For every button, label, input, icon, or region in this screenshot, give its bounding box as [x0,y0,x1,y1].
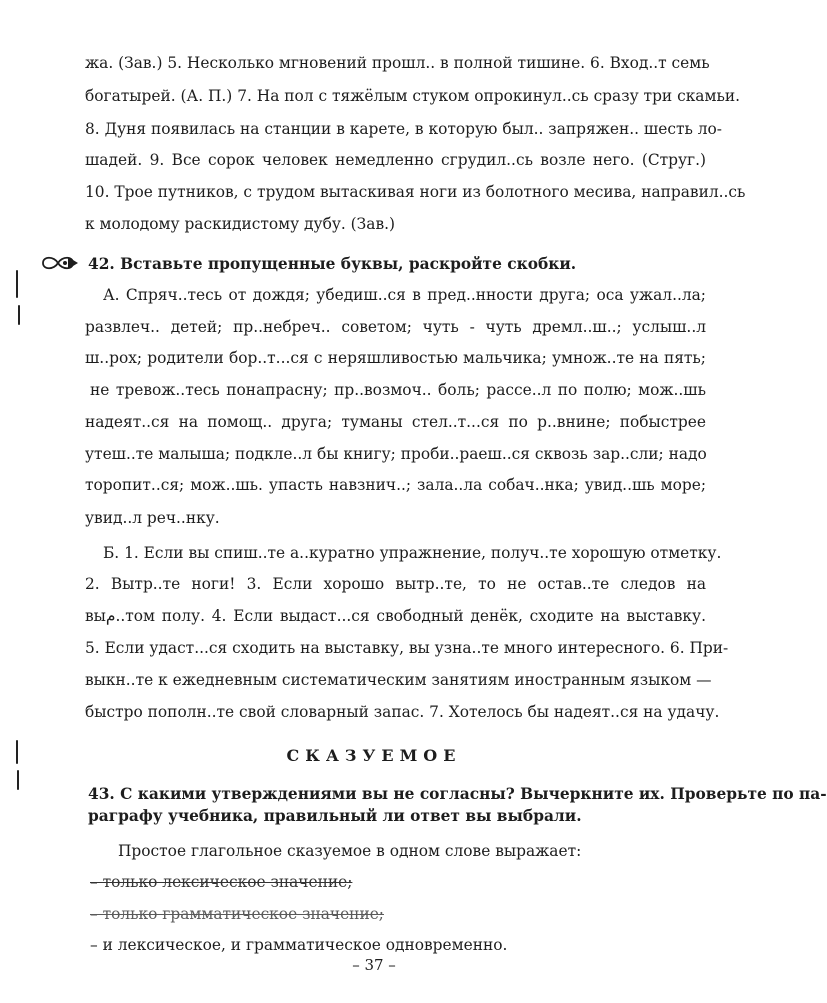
exercise-42-a-line-3: ш..рох; родители бор..т...ся с неряшливостью мальчика; умнож..те на пять; [85,349,706,367]
exercise-42-a-line-6: утеш..те малыша; подкле..л бы книгу; проби..раеш..ся сквозь зар..сли; надо [85,445,707,463]
continuation-line-4: шадей. 9. Все сорок человек немедленно сгрудил..сь возле него. (Струг.) [85,151,706,169]
exercise-42-a-line-2: развлеч.. детей; пр..небреч.. советом; чуть - чуть дремл..ш..; услыш..л [85,318,706,336]
section-heading: СКАЗУЕМОЕ [286,746,462,765]
exercise-marker-icon [40,253,80,273]
continuation-line-1: жа. (Зав.) 5. Несколько мгновений прошл.. в полной тишине. 6. Вход..т семь [85,54,710,72]
exercise-42-b-line-3: выم..том полу. 4. Если выдаст...ся свободный денёк, сходите на выставку. [85,607,706,625]
exercise-43-option-2: – только грамматическое значение; [90,905,384,923]
continuation-line-2: богатырей. (А. П.) 7. На пол с тяжёлым стуком опрокинул..сь сразу три скамьи. [85,87,740,105]
exercise-42-b-line-2: 2. Вытр..те ноги! 3. Если хорошо вытр..те, то не остав..те следов на [85,575,706,593]
margin-mark [16,740,18,764]
exercise-42-a-line-8: увид..л реч..нку. [85,509,220,527]
exercise-42-b-line-1: Б. 1. Если вы спиш..те а..куратно упражнение, получ..те хорошую отметку. [103,544,722,562]
exercise-42-b-line-4: 5. Если удаст...ся сходить на выставку, вы узна..те много интересного. 6. При- [85,639,729,657]
continuation-line-5: 10. Трое путников, с трудом вытаскивая ноги из болотного месива, направил..сь [85,183,746,201]
margin-mark [18,305,20,325]
continuation-line-3: 8. Дуня появилась на станции в карете, в которую был.. запряжен.. шесть ло- [85,120,722,138]
exercise-43-prompt: Простое глагольное сказуемое в одном слове выражает: [118,842,582,860]
exercise-43-title-line-2: раграфу учебника, правильный ли ответ вы выбрали. [88,807,582,825]
exercise-42-a-line-4: не тревож..тесь понапрасну; пр..возмоч.. боль; рассе..л по полю; мож..шь [90,381,706,399]
exercise-42-b-line-6: быстро пополн..те свой словарный запас. 7. Хотелось бы надеят..ся на удачу. [85,703,720,721]
continuation-line-6: к молодому раскидистому дубу. (Зав.) [85,215,395,233]
exercise-42-a-line-5: надеят..ся на помощ.. друга; туманы стел..т...ся по р..внине; побыстрее [85,413,706,431]
exercise-42-a-line-7: торопит..ся; мож..шь. упасть навзнич..; зала..ла собач..нка; увид..шь море; [85,476,706,494]
margin-mark [17,770,19,790]
exercise-43-title-line-1: 43. С какими утверждениями вы не согласны? Вычеркните их. Проверьте по па- [88,785,827,803]
page-number: – 37 – [352,956,396,974]
exercise-42-title: 42. Вставьте пропущенные буквы, раскройте скобки. [88,255,577,273]
exercise-43-option-1: – только лексическое значение; [90,873,353,891]
margin-mark [16,270,18,298]
exercise-42-b-line-5: выкн..те к ежедневным систематическим занятиям иностранным языком — [85,671,712,689]
exercise-42-a-line-1: А. Спряч..тесь от дождя; убедиш..ся в пред..нности друга; оса ужал..ла; [103,286,706,304]
exercise-43-option-3: – и лексическое, и грамматическое одновременно. [90,936,508,954]
